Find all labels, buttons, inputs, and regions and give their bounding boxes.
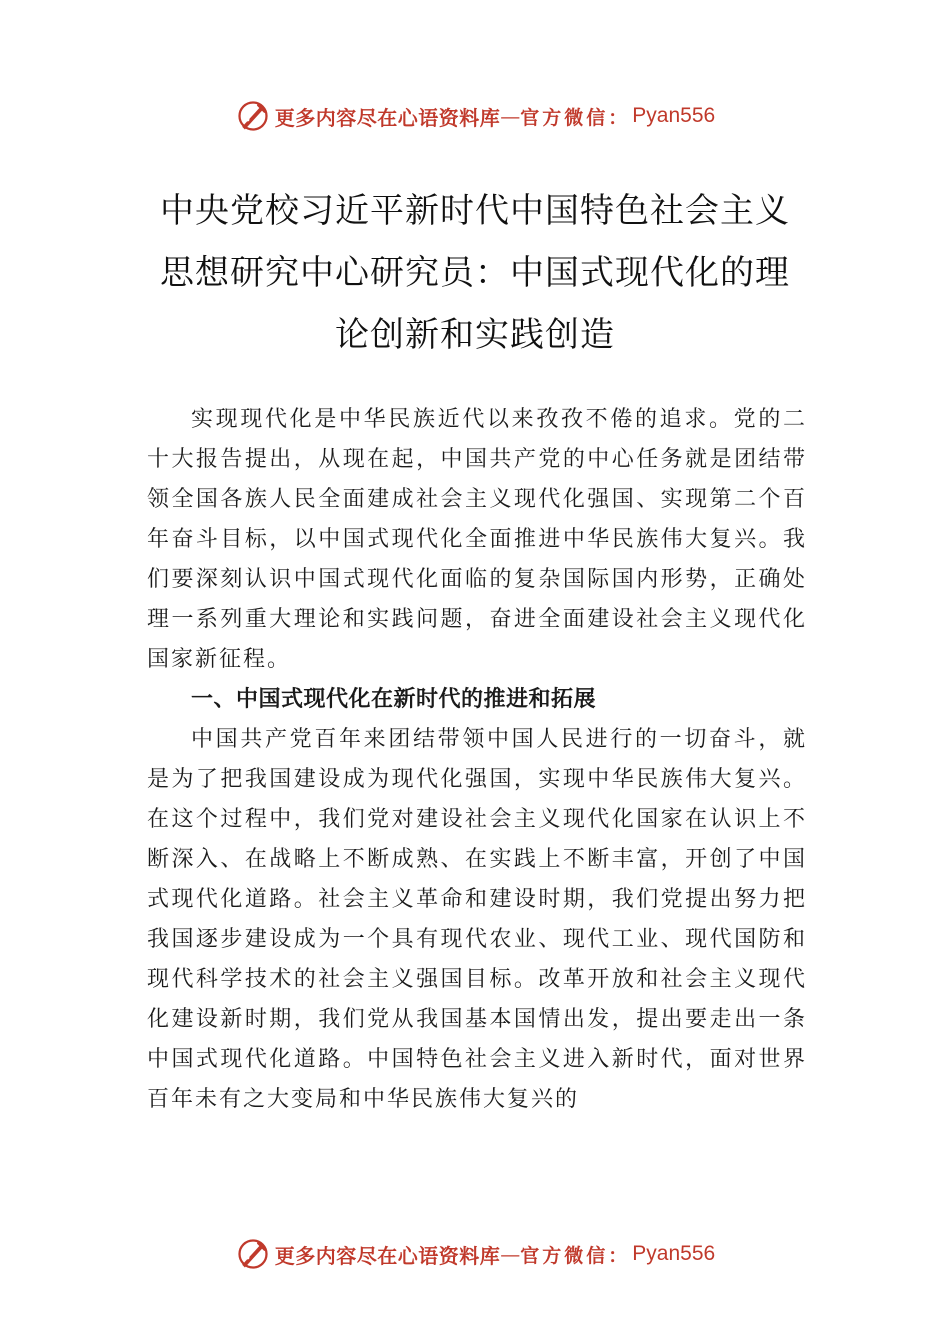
banner-separator: — <box>500 1242 521 1266</box>
paragraph-section-1: 中国共产党百年来团结带领中国人民进行的一切奋斗，就是为了把我国建设成为现代化强国，实现中华民族伟大复兴。在这个过程中，我们党对建设社会主义现代化国家在认识上不断深入、在战略上不断成熟、在实践上不断丰富，开创了中国式现代化道路。社会主义革命和建设时期，我们党提出努力把我国逐步建设成为一个具有现代农业、现代工业、现代国防和现代科学技术的社会主义强国目标。改革开放和社会主义现代化建设新时期，我们党从我国基本国情出发，提出要走出一条中国式现代化道路。中国特色社会主义进入新时代，面对世界百年未有之大变局和中华民族伟大复兴的 <box>147 727 807 1112</box>
banner-wechat-label: 官方微信： <box>520 1244 631 1267</box>
banner-separator: — <box>500 104 521 128</box>
document-body <box>147 400 807 1120</box>
section-heading: 一、中国式现代化在新时代的推进和拓展 <box>191 687 597 712</box>
header-banner <box>0 96 950 136</box>
paragraph-intro: 实现现代化是中华民族近代以来孜孜不倦的追求。党的二十大报告提出，从现在起，中国共产党的中心任务就是团结带领全国各族人民全面建成社会主义现代化强国、实现第二个百年奋斗目标，以中国式现代化全面推进中华民族伟大复兴。我们要深刻认识中国式现代化面临的复杂国际国内形势，正确处理一系列重大理论和实践问题，奋进全面建设社会主义现代化国家新征程。 <box>147 407 807 672</box>
banner-wechat-id: Pyan556 <box>632 1242 716 1265</box>
document-title: 中央党校习近平新时代中国特色社会主义思想研究中心研究员：中国式现代化的理论创新和实践创造 <box>160 191 790 355</box>
footer-banner <box>0 1234 950 1274</box>
pen-nib-logo-icon <box>235 1236 271 1272</box>
banner-wechat-id: Pyan556 <box>632 104 716 127</box>
banner-wechat-label: 官方微信： <box>520 106 631 129</box>
banner-brand-text: 更多内容尽在心语资料库 <box>274 1243 501 1268</box>
banner-brand-text: 更多内容尽在心语资料库 <box>274 105 501 130</box>
pen-nib-logo-icon <box>235 98 271 134</box>
